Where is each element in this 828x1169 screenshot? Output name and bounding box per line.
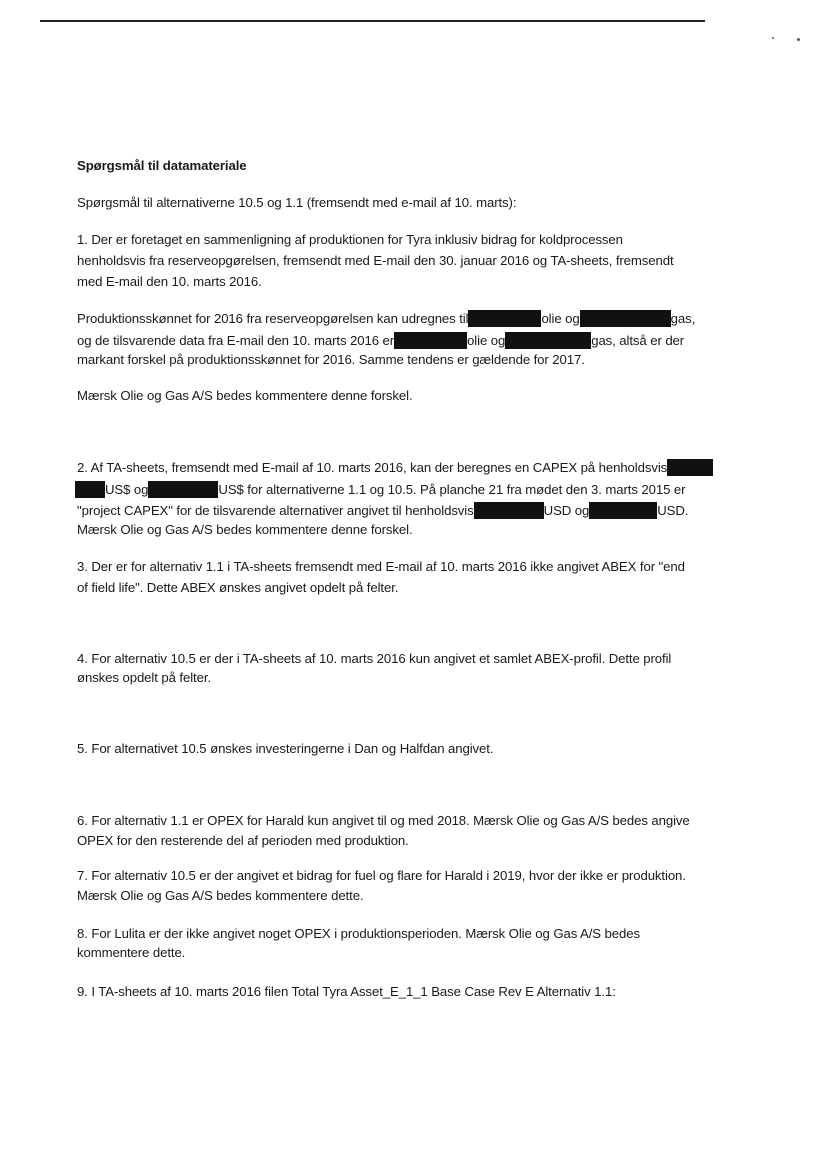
- text-segment: olie og: [541, 311, 580, 326]
- q1-line: med E-mail den 10. marts 2016.: [77, 274, 262, 289]
- redaction-block: [468, 310, 541, 327]
- scan-speck: [772, 37, 774, 39]
- text-segment: US$ og: [105, 482, 149, 497]
- q1-production-line: markant forskel på produktionsskønnet for 2016. Samme tendens er gældende for 2017.: [77, 352, 585, 367]
- text-segment: USD.: [657, 503, 689, 518]
- q1-line: 1. Der er foretaget en sammenligning af produktionen for Tyra inklusiv bidrag for koldprocessen: [77, 232, 623, 247]
- text-segment: US$ for alternativerne 1.1 og 10.5. På planche 21 fra mødet den 3. marts 2015 er: [218, 482, 686, 497]
- q1-line: henholdsvis fra reserveopgørelsen, fremsendt med E-mail den 30. januar 2016 og TA-sheets, fremsendt: [77, 253, 674, 268]
- q4-line: 4. For alternativ 10.5 er der i TA-sheets af 10. marts 2016 kun angivet et samlet ABEX-profil. Dette profil: [77, 651, 672, 666]
- text-segment: Produktionsskønnet for 2016 fra reserveopgørelsen kan udregnes til: [77, 311, 469, 326]
- q2-line: [77, 502, 688, 519]
- redaction-block: [580, 310, 671, 327]
- text-segment: gas,: [670, 311, 696, 326]
- redaction-block: [589, 502, 657, 519]
- text-segment: olie og: [467, 333, 506, 348]
- document-heading: Spørgsmål til datamateriale: [77, 158, 247, 173]
- q4-line: ønskes opdelt på felter.: [77, 670, 211, 685]
- q2-line: Mærsk Olie og Gas A/S bedes kommentere denne forskel.: [77, 522, 413, 537]
- text-segment: 2. Af TA-sheets, fremsendt med E-mail af 10. marts 2016, kan der beregnes en CAPEX på henholdsvis: [77, 460, 668, 475]
- redaction-block: [394, 332, 467, 349]
- top-horizontal-rule: [40, 20, 705, 22]
- q5-line: 5. For alternativet 10.5 ønskes investeringerne i Dan og Halfdan angivet.: [77, 741, 494, 756]
- text-segment: USD og: [543, 503, 590, 518]
- q2-line: [77, 459, 713, 476]
- q9-line: 9. I TA-sheets af 10. marts 2016 filen Total Tyra Asset_E_1_1 Base Case Rev E Alternativ 1.1:: [77, 984, 616, 999]
- text-segment: "project CAPEX" for de tilsvarende alternativer angivet til henholdsvis: [77, 503, 474, 518]
- redaction-block: [148, 481, 218, 498]
- intro-paragraph: Spørgsmål til alternativerne 10.5 og 1.1 (fremsendt med e-mail af 10. marts):: [77, 195, 517, 210]
- q2-line: [75, 481, 685, 498]
- text-segment: gas, altså er der: [591, 333, 685, 348]
- q3-line: 3. Der er for alternativ 1.1 i TA-sheets fremsendt med E-mail af 10. marts 2016 ikke angivet ABEX for "end: [77, 559, 685, 574]
- q6-line: OPEX for den resterende del af perioden med produktion.: [77, 833, 409, 848]
- q7-line: Mærsk Olie og Gas A/S bedes kommentere dette.: [77, 888, 364, 903]
- redaction-block: [75, 481, 105, 498]
- scan-speck: [797, 38, 800, 41]
- redaction-block: [505, 332, 591, 349]
- redaction-block: [667, 459, 713, 476]
- q1-comment-request: Mærsk Olie og Gas A/S bedes kommentere denne forskel.: [77, 388, 413, 403]
- q7-line: 7. For alternativ 10.5 er der angivet et bidrag for fuel og flare for Harald i 2019, hvor der ikke er produktion.: [77, 868, 686, 883]
- q8-line: kommentere dette.: [77, 945, 186, 960]
- q1-production-line: [77, 310, 695, 327]
- redaction-block: [474, 502, 544, 519]
- q3-line: of field life". Dette ABEX ønskes angivet opdelt på felter.: [77, 580, 399, 595]
- q1-production-line: [77, 332, 684, 349]
- text-segment: og de tilsvarende data fra E-mail den 10. marts 2016 er: [77, 333, 395, 348]
- q6-line: 6. For alternativ 1.1 er OPEX for Harald kun angivet til og med 2018. Mærsk Olie og Gas A/S bedes angive: [77, 813, 690, 828]
- q8-line: 8. For Lulita er der ikke angivet noget OPEX i produktionsperioden. Mærsk Olie og Gas A/S bedes: [77, 926, 640, 941]
